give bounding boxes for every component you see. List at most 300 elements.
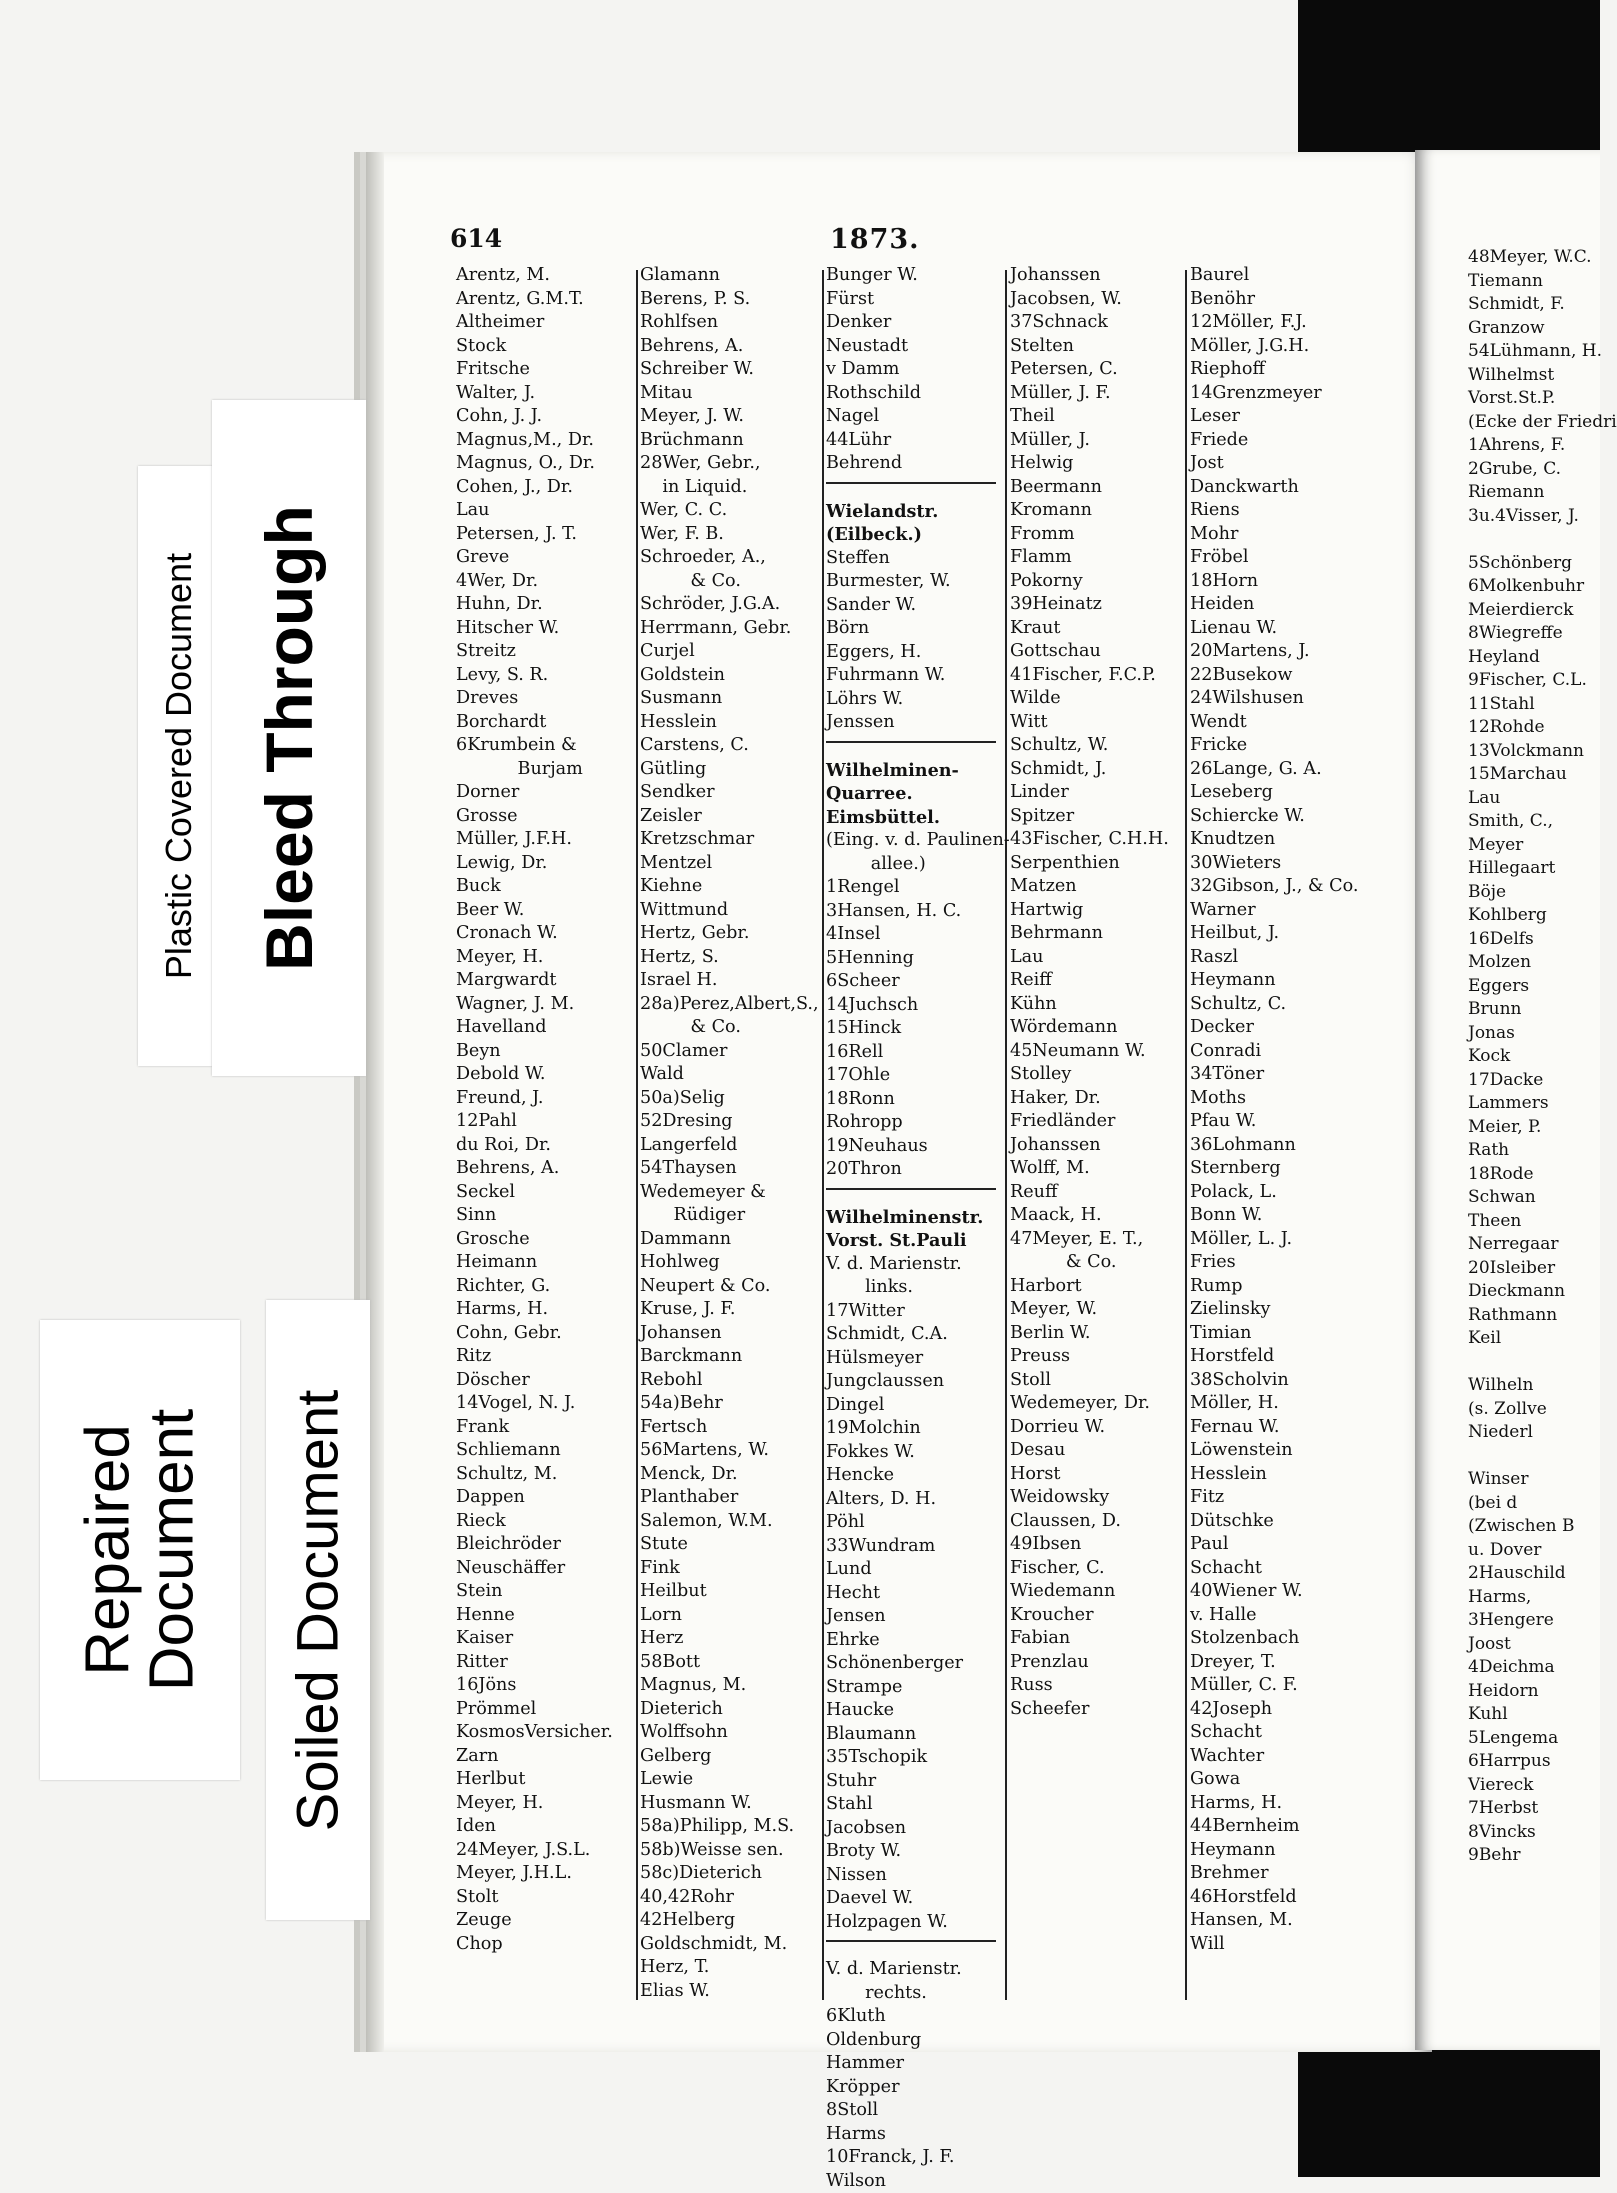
directory-entry: Behrens, A. [456,1157,613,1181]
directory-entry: Fröbel [1190,546,1359,570]
directory-entry: Meierdierck [1468,599,1617,623]
directory-entry: Claussen, D. [1010,1510,1169,1534]
directory-entry: Heyland [1468,646,1617,670]
directory-entry: Molzen [1468,951,1617,975]
directory-entry: 17Ohle [826,1064,1010,1088]
directory-entry: Menck, Dr. [640,1463,819,1487]
directory-entry: du Roi, Dr. [456,1134,613,1158]
directory-entry: Borchardt [456,711,613,735]
directory-entry: 11Stahl [1468,693,1617,717]
directory-entry: 8Stoll [826,2099,1010,2123]
directory-entry: Richter, G. [456,1275,613,1299]
directory-entry: Fries [1190,1251,1359,1275]
directory-entry: Salemon, W.M. [640,1510,819,1534]
directory-entry: Will [1190,1933,1359,1957]
directory-entry: Schliemann [456,1439,613,1463]
directory-entry: Leseberg [1190,781,1359,805]
directory-entry: 54Thaysen [640,1157,819,1181]
directory-entry: 14Grenzmeyer [1190,382,1359,406]
directory-entry: Scheefer [1010,1698,1169,1722]
directory-entry: Dieckmann [1468,1280,1617,1304]
directory-entry: Gowa [1190,1768,1359,1792]
directory-entry: Lammers [1468,1092,1617,1116]
directory-entry: Theen [1468,1210,1617,1234]
directory-entry: Linder [1010,781,1169,805]
directory-entry: Nissen [826,1864,1010,1888]
directory-entry: Harms, [1468,1586,1617,1610]
directory-entry: Goldschmidt, M. [640,1933,819,1957]
directory-entry: Stahl [826,1793,1010,1817]
label-repaired: Repaired Document [40,1320,240,1780]
directory-entry: Nagel [826,405,1010,429]
directory-entry: Wendt [1190,711,1359,735]
section-rule [826,1940,996,1958]
directory-entry: Rebohl [640,1369,819,1393]
directory-entry: Fromm [1010,523,1169,547]
directory-entry: Strampe [826,1676,1010,1700]
directory-entry: Maack, H. [1010,1204,1169,1228]
directory-entry: Berens, P. S. [640,288,819,312]
directory-entry: 14Vogel, N. J. [456,1392,613,1416]
directory-entry: Schultz, W. [1010,734,1169,758]
directory-entry: Herz [640,1627,819,1651]
directory-entry: 43Fischer, C.H.H. [1010,828,1169,852]
directory-entry: 58Bott [640,1651,819,1675]
directory-entry: Löwenstein [1190,1439,1359,1463]
directory-entry: 15Marchau [1468,763,1617,787]
column-1 [456,264,613,1956]
directory-entry: Fokkes W. [826,1441,1010,1465]
directory-entry: Schiercke W. [1190,805,1359,829]
directory-entry: 1Ahrens, F. [1468,434,1617,458]
directory-entry: Viereck [1468,1774,1617,1798]
directory-entry: 32Gibson, J., & Co. [1190,875,1359,899]
directory-entry: Kock [1468,1045,1617,1069]
directory-entry: u. Dover [1468,1539,1617,1563]
directory-entry: 38Scholvin [1190,1369,1359,1393]
directory-entry: 9Behr [1468,1844,1617,1868]
directory-entry: 15Hinck [826,1017,1010,1041]
directory-entry: 44Lühr [826,429,1010,453]
directory-entry: 8Wiegreffe [1468,622,1617,646]
directory-entry: Wittmund [640,899,819,923]
directory-entry: Schröder, J.G.A. [640,593,819,617]
directory-entry: Meyer, W. [1010,1298,1169,1322]
directory-entry: Chop [456,1933,613,1957]
directory-entry: 58c)Dieterich [640,1862,819,1886]
directory-entry: 3Hansen, H. C. [826,900,1010,924]
directory-entry: Meyer, H. [456,946,613,970]
directory-entry: Friedländer [1010,1110,1169,1134]
directory-entry: Greve [456,546,613,570]
directory-entry: Pfau W. [1190,1110,1359,1134]
directory-entry: Wolffsohn [640,1721,819,1745]
label-bleed-through: Bleed Through [212,400,366,1076]
directory-entry: V. d. Marienstr. [826,1958,1010,1982]
directory-entry: 18Ronn [826,1088,1010,1112]
directory-entry: Rieck [456,1510,613,1534]
directory-entry: Goldstein [640,664,819,688]
directory-entry: Lund [826,1558,1010,1582]
directory-entry: Raszl [1190,946,1359,970]
directory-entry: Blaumann [826,1723,1010,1747]
directory-entry: allee.) [826,853,1010,877]
directory-entry: 4Insel [826,923,1010,947]
directory-entry: 20Thron [826,1158,1010,1182]
directory-entry: Husmann W. [640,1792,819,1816]
directory-entry: Mentzel [640,852,819,876]
directory-entry: Barckmann [640,1345,819,1369]
directory-entry: Eggers, H. [826,641,1010,665]
directory-entry: 10Franck, J. F. [826,2146,1010,2170]
directory-entry: Dieterich [640,1698,819,1722]
directory-entry: Petersen, J. T. [456,523,613,547]
directory-entry: 16Delfs [1468,928,1617,952]
directory-entry: Kühn [1010,993,1169,1017]
directory-entry: Langerfeld [640,1134,819,1158]
directory-entry: Carstens, C. [640,734,819,758]
directory-entry: 6Molkenbuhr [1468,575,1617,599]
directory-entry: 54Lühmann, H. [1468,340,1617,364]
directory-entry: 36Lohmann [1190,1134,1359,1158]
directory-entry: Freund, J. [456,1087,613,1111]
directory-entry: 26Lange, G. A. [1190,758,1359,782]
directory-entry: Steffen [826,547,1010,571]
directory-entry: Fricke [1190,734,1359,758]
directory-entry: Rath [1468,1139,1617,1163]
directory-entry: Wolff, M. [1010,1157,1169,1181]
directory-entry: Harms [826,2123,1010,2147]
directory-entry: Cronach W. [456,922,613,946]
directory-entry: Prömmel [456,1698,613,1722]
directory-entry: Pöhl [826,1511,1010,1535]
directory-entry: Kruse, J. F. [640,1298,819,1322]
directory-entry: 47Meyer, E. T., [1010,1228,1169,1252]
directory-entry: Schmidt, J. [1010,758,1169,782]
directory-entry: Möller, J.G.H. [1190,335,1359,359]
directory-entry: Schacht [1190,1557,1359,1581]
directory-entry: Warner [1190,899,1359,923]
directory-entry: Müller, J. [1010,429,1169,453]
directory-entry: 8Vincks [1468,1821,1617,1845]
directory-entry: Bonn W. [1190,1204,1359,1228]
directory-entry: 52Dresing [640,1110,819,1134]
directory-entry: Arentz, M. [456,264,613,288]
directory-entry: Dreyer, T. [1190,1651,1359,1675]
directory-entry: Fürst [826,288,1010,312]
directory-entry: Conradi [1190,1040,1359,1064]
directory-entry: Kuhl [1468,1703,1617,1727]
directory-entry: 3u.4Visser, J. [1468,505,1617,529]
directory-entry: Niederl [1468,1421,1617,1445]
directory-entry: 12Möller, F.J. [1190,311,1359,335]
directory-entry: Granzow [1468,317,1617,341]
directory-entry: Dorner [456,781,613,805]
directory-entry: Schmidt, F. [1468,293,1617,317]
directory-entry: Arentz, G.M.T. [456,288,613,312]
directory-entry: Wiedemann [1010,1580,1169,1604]
directory-entry: Timian [1190,1322,1359,1346]
directory-entry: 41Fischer, F.C.P. [1010,664,1169,688]
directory-entry: Mohr [1190,523,1359,547]
directory-entry: Susmann [640,687,819,711]
directory-entry: Rathmann [1468,1304,1617,1328]
directory-entry: KosmosVersicher. [456,1721,613,1745]
directory-entry: Kraut [1010,617,1169,641]
directory-entry: 54a)Behr [640,1392,819,1416]
directory-entry: in Liquid. [640,476,819,500]
directory-entry: Neuschäffer [456,1557,613,1581]
directory-entry: Gütling [640,758,819,782]
directory-entry: Kromann [1010,499,1169,523]
directory-entry: Kiehne [640,875,819,899]
directory-entry: Börn [826,617,1010,641]
directory-entry: Keil [1468,1327,1617,1351]
directory-entry: Paul [1190,1533,1359,1557]
directory-entry: 56Martens, W. [640,1439,819,1463]
directory-entry: Rohropp [826,1111,1010,1135]
directory-entry: Fritsche [456,358,613,382]
directory-entry: Havelland [456,1016,613,1040]
directory-entry: Stolt [456,1886,613,1910]
directory-entry: Rump [1190,1275,1359,1299]
directory-entry: 17Witter [826,1300,1010,1324]
directory-entry: Ritz [456,1345,613,1369]
directory-entry: Friede [1190,429,1359,453]
directory-entry: 24Wilshusen [1190,687,1359,711]
directory-entry: Knudtzen [1190,828,1359,852]
directory-entry: Rothschild [826,382,1010,406]
directory-entry: Seckel [456,1181,613,1205]
directory-entry: Schacht [1190,1721,1359,1745]
directory-entry: 58b)Weisse sen. [640,1839,819,1863]
directory-entry: Horst [1010,1463,1169,1487]
directory-entry: Sinn [456,1204,613,1228]
directory-entry: 6Krumbein & [456,734,613,758]
directory-entry: Vorst.St.P. [1468,387,1617,411]
directory-entry [1468,1445,1617,1469]
directory-entry: Heimann [456,1251,613,1275]
directory-entry: Holzpagen W. [826,1911,1010,1935]
directory-entry: Lienau W. [1190,617,1359,641]
directory-entry: 1Rengel [826,876,1010,900]
directory-entry: Müller, J. F. [1010,382,1169,406]
directory-entry: Planthaber [640,1486,819,1510]
directory-entry: Beer W. [456,899,613,923]
directory-entry: Möller, L. J. [1190,1228,1359,1252]
directory-entry: Harbort [1010,1275,1169,1299]
directory-entry: Ritter [456,1651,613,1675]
directory-entry: 12Pahl [456,1110,613,1134]
directory-entry: Behrens, A. [640,335,819,359]
directory-entry: Schreiber W. [640,358,819,382]
directory-entry: Israel H. [640,969,819,993]
column-divider [822,270,824,2000]
directory-entry: 20Isleiber [1468,1257,1617,1281]
directory-entry: Mitau [640,382,819,406]
directory-entry: Winser [1468,1468,1617,1492]
directory-entry: Petersen, C. [1010,358,1169,382]
directory-entry: Rohlfsen [640,311,819,335]
column-divider [1185,270,1187,2000]
directory-entry: 50Clamer [640,1040,819,1064]
directory-entry: Wald [640,1063,819,1087]
column-3 [826,264,1010,2193]
directory-entry: Fabian [1010,1627,1169,1651]
directory-entry: 13Volckmann [1468,740,1617,764]
directory-entry: rechts. [826,1982,1010,2006]
directory-entry: Heilbut, J. [1190,922,1359,946]
directory-entry: Möller, H. [1190,1392,1359,1416]
directory-entry: Zeisler [640,805,819,829]
directory-entry: (Eing. v. d. Paulinen- [826,829,1010,853]
directory-entry: Haucke [826,1699,1010,1723]
directory-entry: & Co. [640,570,819,594]
directory-entry: Johanssen [1010,1134,1169,1158]
directory-entry: Lewie [640,1768,819,1792]
directory-entry: Dappen [456,1486,613,1510]
directory-entry: 2Hauschild [1468,1562,1617,1586]
directory-entry: Theil [1010,405,1169,429]
directory-entry: Fuhrmann W. [826,664,1010,688]
directory-entry: Hertz, S. [640,946,819,970]
column-6-facing [1468,246,1617,1868]
directory-entry: Margwardt [456,969,613,993]
directory-entry: Müller, J.F.H. [456,828,613,852]
directory-entry: Grosche [456,1228,613,1252]
directory-entry: Lau [456,499,613,523]
directory-entry: Alters, D. H. [826,1488,1010,1512]
directory-entry: Burjam [456,758,613,782]
directory-entry: 6Harrpus [1468,1750,1617,1774]
directory-entry: Serpenthien [1010,852,1169,876]
directory-entry: Meyer [1468,834,1617,858]
directory-entry: 28Wer, Gebr., [640,452,819,476]
directory-entry: Bleichröder [456,1533,613,1557]
directory-entry: & Co. [640,1016,819,1040]
street-heading: Vorst. St.Pauli [826,1229,1010,1253]
directory-entry: (Zwischen B [1468,1515,1617,1539]
directory-entry: 5Lengema [1468,1727,1617,1751]
directory-entry: 40,42Rohr [640,1886,819,1910]
directory-entry: Dütschke [1190,1510,1359,1534]
directory-entry: Harms, H. [456,1298,613,1322]
directory-entry: Hecht [826,1582,1010,1606]
directory-entry: Grosse [456,805,613,829]
directory-entry: Böje [1468,881,1617,905]
directory-entry: Stute [640,1533,819,1557]
directory-entry: Herrmann, Gebr. [640,617,819,641]
directory-entry: Pokorny [1010,570,1169,594]
directory-entry: Oldenburg [826,2029,1010,2053]
directory-entry: Glamann [640,264,819,288]
directory-entry: Lau [1010,946,1169,970]
directory-entry: 3Hengere [1468,1609,1617,1633]
directory-entry: 58a)Philipp, M.S. [640,1815,819,1839]
directory-entry [1468,528,1617,552]
directory-entry: Meier, P. [1468,1116,1617,1140]
directory-entry: Hartwig [1010,899,1169,923]
directory-entry: Wilde [1010,687,1169,711]
directory-entry: Wilheln [1468,1374,1617,1398]
directory-entry: Wer, F. B. [640,523,819,547]
directory-entry: Stuhr [826,1770,1010,1794]
directory-entry: 42Joseph [1190,1698,1359,1722]
directory-entry: (s. Zollve [1468,1398,1617,1422]
directory-entry: 9Fischer, C.L. [1468,669,1617,693]
directory-entry: Cohn, J. J. [456,405,613,429]
directory-entry: Gelberg [640,1745,819,1769]
directory-entry: Levy, S. R. [456,664,613,688]
directory-entry: Lau [1468,787,1617,811]
label-plastic-covered: Plastic Covered Document [138,466,220,1066]
directory-entry: 40Wiener W. [1190,1580,1359,1604]
directory-entry: Heilbut [640,1580,819,1604]
directory-entry: 16Rell [826,1041,1010,1065]
directory-entry: Danckwarth [1190,476,1359,500]
directory-entry: V. d. Marienstr. [826,1253,1010,1277]
directory-entry: Kohlberg [1468,904,1617,928]
directory-entry: Neustadt [826,335,1010,359]
directory-entry: Schönenberger [826,1652,1010,1676]
directory-entry: Beermann [1010,476,1169,500]
directory-entry: Benöhr [1190,288,1359,312]
directory-entry: Debold W. [456,1063,613,1087]
section-rule [826,741,996,759]
directory-entry: Dreves [456,687,613,711]
directory-entry: Heymann [1190,1839,1359,1863]
directory-entry: 4Wer, Dr. [456,570,613,594]
directory-entry: 2Grube, C. [1468,458,1617,482]
directory-entry: 18Horn [1190,570,1359,594]
directory-entry: Witt [1010,711,1169,735]
page-number: 614 [450,224,502,253]
directory-entry: Zarn [456,1745,613,1769]
directory-entry: Russ [1010,1674,1169,1698]
directory-entry: Jonas [1468,1022,1617,1046]
directory-entry: Buck [456,875,613,899]
directory-entry: Hencke [826,1464,1010,1488]
directory-entry: Schmidt, C.A. [826,1323,1010,1347]
directory-entry: Hülsmeyer [826,1347,1010,1371]
directory-entry: Fertsch [640,1416,819,1440]
directory-entry: Lorn [640,1604,819,1628]
directory-entry: Stelten [1010,335,1169,359]
directory-entry: Leser [1190,405,1359,429]
column-2 [640,264,819,2003]
directory-entry: Johanssen [1010,264,1169,288]
street-heading: Quarree. [826,782,1010,806]
directory-entry: 35Tschopik [826,1746,1010,1770]
directory-entry: Decker [1190,1016,1359,1040]
directory-entry: Dingel [826,1394,1010,1418]
directory-entry: Huhn, Dr. [456,593,613,617]
directory-entry: Hesslein [1190,1463,1359,1487]
page-year: 1873. [830,224,920,255]
directory-entry: 14Juchsch [826,994,1010,1018]
directory-entry: Fernau W. [1190,1416,1359,1440]
street-heading: Eimsbüttel. [826,806,1010,830]
directory-entry: 22Busekow [1190,664,1359,688]
directory-entry: Kaiser [456,1627,613,1651]
label-soiled: Soiled Document [266,1300,370,1920]
directory-entry: Kroucher [1010,1604,1169,1628]
section-rule [826,1188,996,1206]
directory-entry: Berlin W. [1010,1322,1169,1346]
directory-entry: Riemann [1468,481,1617,505]
directory-entry: Stock [456,335,613,359]
directory-entry: 44Bernheim [1190,1815,1359,1839]
